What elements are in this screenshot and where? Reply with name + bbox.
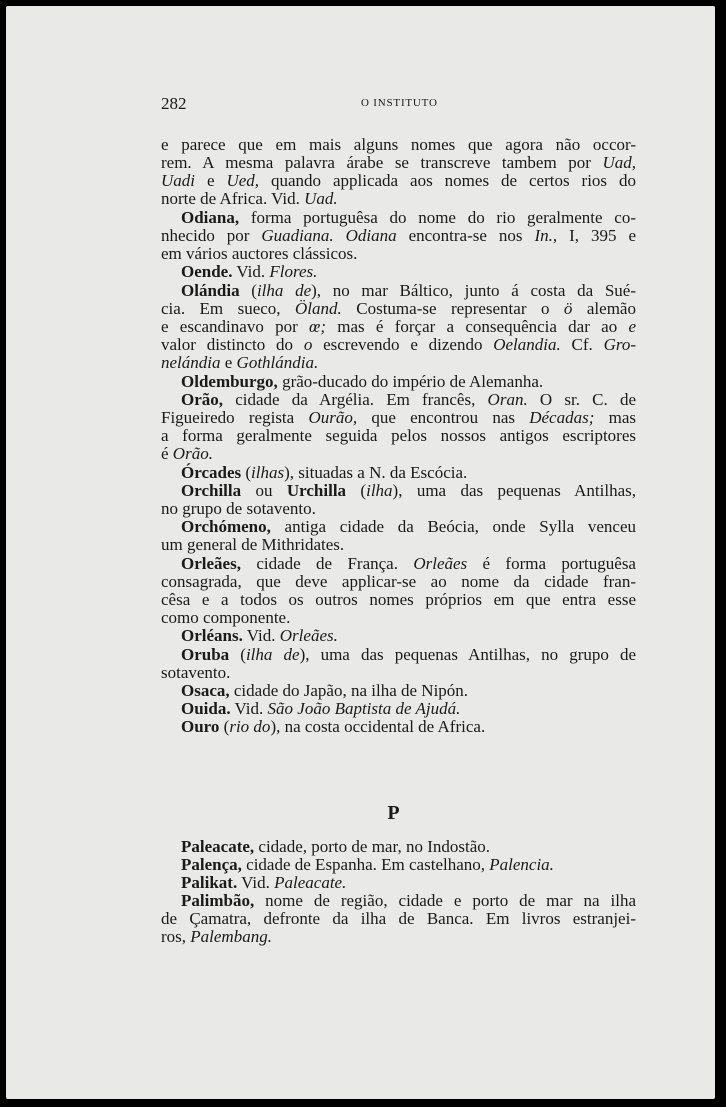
entry-headword: Palença,: [181, 855, 242, 874]
italic-text: Gothlándia.: [236, 353, 319, 372]
entry-headword: Orão,: [181, 390, 224, 409]
italic-text: Guadiana. Odiana: [261, 226, 397, 245]
page-number: 282: [161, 94, 187, 113]
text-line: [161, 354, 636, 372]
text-run: (: [239, 281, 257, 300]
text-run: Vid.: [232, 262, 270, 281]
text-run: é forma portuguêsa: [467, 554, 636, 573]
text-run: valor distincto do: [161, 335, 304, 354]
text-line: [181, 518, 636, 536]
text-line: [161, 591, 636, 609]
text-line: [161, 609, 636, 627]
text-run: antiga cidade da Beócia, onde Sylla venceu: [270, 517, 636, 536]
italic-text: ilha: [366, 481, 393, 500]
text-run: ), na costa occidental de Africa.: [270, 717, 486, 736]
entry-headword: Osaca,: [181, 681, 230, 700]
text-line: [161, 409, 636, 427]
italic-text: Décadas;: [529, 408, 595, 427]
text-run: cidade de Espanha. Em castelhano,: [241, 855, 490, 874]
italic-text: ilha de: [245, 645, 300, 664]
text-run: cidade de França.: [240, 554, 414, 573]
text-run: Vid.: [230, 699, 268, 718]
italic-text: Orão.: [172, 444, 213, 463]
text-run: ), situadas a N. da Escócia.: [284, 463, 468, 482]
text-run: que encontrou nas: [357, 408, 530, 427]
text-line: [161, 172, 636, 190]
italic-text: ilhas: [251, 463, 285, 482]
text-run: forma portuguêsa do nome do rio geralmente co-: [239, 208, 636, 227]
text-run: rem. A mesma palavra árabe se transcreve tambem por: [161, 153, 603, 172]
italic-text: São João Baptista de Ajudá.: [267, 699, 461, 718]
text-line: [161, 536, 636, 554]
entry-headword: Orleães,: [181, 554, 241, 573]
text-line: [161, 154, 636, 172]
italic-text: o: [303, 335, 313, 354]
text-run: cidade, porto de mar, no Indostão.: [254, 837, 490, 856]
entry-headword: Palikat.: [181, 873, 238, 892]
text-line: [181, 856, 636, 874]
italic-text: Orleães: [413, 554, 468, 573]
entry-headword: Oruba: [181, 645, 230, 664]
italic-text: Palembang.: [190, 927, 272, 946]
italic-text: Öland.: [295, 299, 342, 318]
text-run: alemão: [572, 299, 636, 318]
text-run: ), uma das pequenas Antilhas, no grupo de: [299, 645, 636, 664]
text-run: cidade da Argélia. Em francês,: [223, 390, 488, 409]
entry-headword: Urchilla: [286, 481, 347, 500]
section-letter: P: [387, 802, 401, 824]
text-run: sotavento.: [161, 663, 231, 682]
text-line: [181, 464, 636, 482]
text-line: [181, 627, 636, 645]
text-run: mas: [594, 408, 636, 427]
entry-headword: Odiana,: [181, 208, 240, 227]
text-run: ou: [241, 481, 287, 500]
text-line: [161, 427, 636, 445]
text-line: [181, 874, 636, 892]
text-run: e escandinavo por: [161, 317, 310, 336]
running-title: O INSTITUTO: [361, 97, 438, 109]
book-page: [6, 6, 715, 1099]
text-run: (: [346, 481, 367, 500]
italic-text: Flores.: [269, 262, 318, 281]
text-run: cêsa e a todos os outros nomes próprios em que entra esse: [161, 590, 636, 609]
entry-headword: Palimbão,: [181, 891, 255, 910]
entry-headword: Orléans.: [181, 626, 243, 645]
italic-text: nelándia: [161, 353, 221, 372]
italic-text: Uadi: [161, 171, 195, 190]
italic-text: ilha de: [256, 281, 312, 300]
text-run: norte de Africa. Vid.: [161, 189, 305, 208]
text-line: [181, 263, 636, 281]
text-line: [161, 500, 636, 518]
entry-headword: Órcades: [181, 463, 242, 482]
italic-text: In.,: [534, 226, 558, 245]
text-run: nome de região, cidade e porto de mar na ilha: [254, 891, 636, 910]
text-run: em vários auctores clássicos.: [161, 244, 358, 263]
text-run: um general de Mithridates.: [161, 535, 345, 554]
text-line: [181, 718, 636, 736]
text-run: de Çamatra, defronte da ilha de Banca. Em livros estranjei-: [161, 909, 636, 928]
text-run: I, 395 e: [557, 226, 636, 245]
text-line: [181, 373, 636, 391]
entry-headword: Olándia: [181, 281, 240, 300]
text-run: escrevendo e dizendo: [312, 335, 494, 354]
italic-text: Ourão,: [308, 408, 358, 427]
italic-text: Gro-: [603, 335, 637, 354]
text-line: [181, 391, 636, 409]
entry-headword: Ouida.: [181, 699, 231, 718]
text-run: e parece que em mais alguns nomes que agora não occor-: [161, 135, 636, 154]
text-line: [161, 664, 636, 682]
text-run: cidade do Japão, na ilha de Nipón.: [229, 681, 469, 700]
text-line: [161, 227, 636, 245]
text-run: encontra-se nos: [396, 226, 535, 245]
text-run: Cf.: [560, 335, 604, 354]
text-run: (: [229, 645, 246, 664]
italic-text: Uad,: [602, 153, 636, 172]
italic-text: Oran.: [487, 390, 528, 409]
text-line: [181, 646, 636, 664]
text-run: consagrada, que deve applicar-se ao nome da cidade fran-: [161, 572, 636, 591]
text-run: no grupo de sotavento.: [161, 499, 316, 518]
text-line: [181, 838, 636, 856]
text-run: Costuma-se representar o: [341, 299, 564, 318]
text-line: [161, 928, 636, 946]
text-run: como componente.: [161, 608, 291, 627]
text-line: [181, 555, 636, 573]
text-run: O sr. C. de: [527, 390, 636, 409]
italic-text: Ued,: [226, 171, 260, 190]
text-run: ), uma das pequenas Antilhas,: [392, 481, 637, 500]
text-line: [181, 482, 636, 500]
text-run: é: [161, 444, 173, 463]
text-line: [161, 445, 636, 463]
text-run: (: [219, 717, 230, 736]
entry-headword: Oende.: [181, 262, 233, 281]
italic-text: Paleacate.: [274, 873, 347, 892]
text-line: [181, 682, 636, 700]
text-line: [161, 573, 636, 591]
italic-text: œ;: [309, 317, 327, 336]
text-run: ), no mar Báltico, junto á costa da Sué-: [311, 281, 636, 300]
entry-headword: Orchómeno,: [181, 517, 271, 536]
text-line: [181, 892, 636, 910]
text-run: (: [241, 463, 252, 482]
text-run: cia. Em sueco,: [161, 299, 296, 318]
text-run: a forma geralmente seguida pelos nossos antigos escriptores: [161, 426, 636, 445]
text-line: [161, 245, 636, 263]
text-run: Figueiredo regista: [161, 408, 309, 427]
entry-headword: Ouro: [181, 717, 220, 736]
entry-headword: Orchilla: [181, 481, 242, 500]
text-line: [161, 318, 636, 336]
text-run: quando applicada aos nomes de certos rios do: [259, 171, 636, 190]
text-line: [161, 190, 636, 208]
text-line: [161, 336, 636, 354]
text-run: Vid.: [242, 626, 280, 645]
text-run: mas é forçar a consequência dar ao: [326, 317, 629, 336]
entry-headword: Paleacate,: [181, 837, 255, 856]
text-line: [181, 209, 636, 227]
running-header: [161, 94, 637, 114]
italic-text: e: [628, 317, 636, 336]
text-line: [181, 700, 636, 718]
text-run: nhecido por: [161, 226, 262, 245]
text-line: [181, 282, 636, 300]
italic-text: rio do: [229, 717, 271, 736]
text-line: [161, 136, 636, 154]
italic-text: ö: [563, 299, 573, 318]
italic-text: Uad.: [304, 189, 338, 208]
text-line: [161, 910, 636, 928]
italic-text: Orleães.: [279, 626, 338, 645]
text-run: grão-ducado do império de Alemanha.: [277, 372, 544, 391]
entry-headword: Oldemburgo,: [181, 372, 278, 391]
italic-text: Palencia.: [489, 855, 554, 874]
text-run: ros,: [161, 927, 191, 946]
text-run: Vid.: [237, 873, 275, 892]
text-run: e: [195, 171, 227, 190]
text-line: [161, 300, 636, 318]
italic-text: Oelandia.: [493, 335, 561, 354]
text-run: e: [220, 353, 237, 372]
